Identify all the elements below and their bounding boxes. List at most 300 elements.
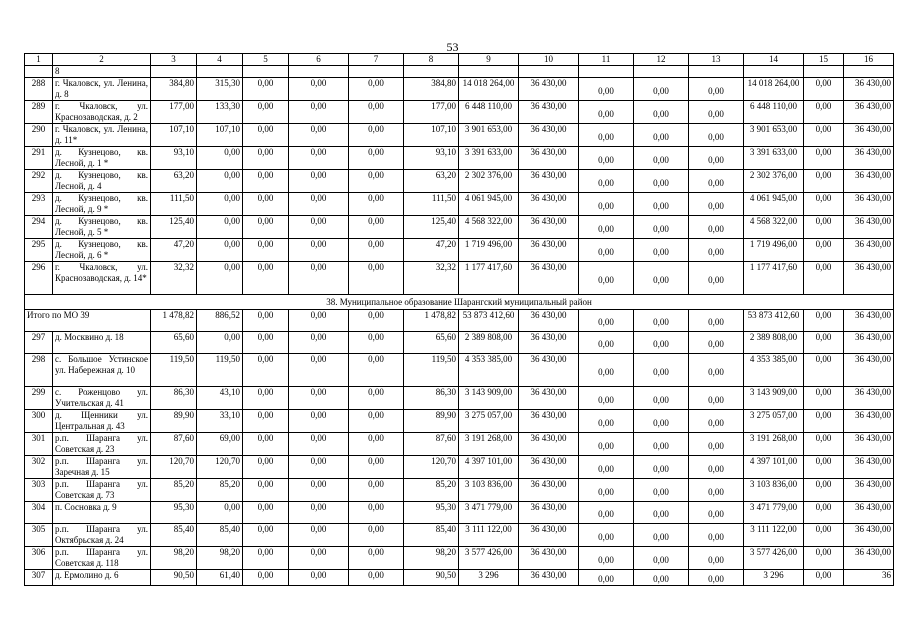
table-cell	[744, 66, 804, 78]
row-number: 292	[25, 170, 53, 193]
column-header: 1	[25, 54, 53, 66]
value-cell: 0,00	[289, 502, 349, 524]
value-cell: 53 873 412,60	[459, 310, 519, 332]
address-cell: р.п. Шаранга ул. Заречная д. 15	[53, 456, 151, 479]
value-cell: 36 430,00	[844, 433, 894, 456]
value-cell: 0,00	[579, 147, 634, 170]
value-cell: 0,00	[349, 502, 404, 524]
value-cell: 0,00	[689, 410, 744, 433]
value-cell: 0,00	[197, 216, 243, 239]
row-number: 298	[25, 354, 53, 387]
value-cell: 384,80	[404, 78, 459, 101]
value-cell: 0,00	[349, 332, 404, 354]
value-cell: 36 430,00	[519, 124, 579, 147]
value-cell: 36 430,00	[519, 433, 579, 456]
value-cell: 0,00	[804, 124, 844, 147]
value-cell: 0,00	[579, 524, 634, 547]
value-cell: 47,20	[151, 239, 197, 262]
value-cell: 36 430,00	[519, 170, 579, 193]
value-cell: 4 397 101,00	[459, 456, 519, 479]
value-cell: 3 901 653,00	[459, 124, 519, 147]
table-cell	[349, 66, 404, 78]
value-cell: 0,00	[289, 170, 349, 193]
value-cell: 0,00	[689, 547, 744, 570]
value-cell: 0,00	[243, 410, 289, 433]
value-cell: 36 430,00	[519, 410, 579, 433]
value-cell: 36 430,00	[844, 124, 894, 147]
value-cell: 0,00	[349, 239, 404, 262]
table-row	[25, 479, 894, 502]
table-cell	[404, 66, 459, 78]
value-cell: 120,70	[151, 456, 197, 479]
value-cell: 384,80	[151, 78, 197, 101]
value-cell: 0,00	[289, 479, 349, 502]
value-cell: 0,00	[243, 147, 289, 170]
address-cell: д. Кузнецово, кв. Лесной, д. 9 *	[53, 193, 151, 216]
value-cell: 0,00	[579, 78, 634, 101]
address-cell: д. Кузнецово, кв. Лесной, д. 5 *	[53, 216, 151, 239]
value-cell: 0,00	[349, 433, 404, 456]
value-cell: 0,00	[197, 502, 243, 524]
value-cell: 0,00	[689, 433, 744, 456]
address-cell: г. Чкаловск, ул. Ленина, д. 11*	[53, 124, 151, 147]
value-cell: 4 061 945,00	[744, 193, 804, 216]
value-cell: 36 430,00	[844, 262, 894, 295]
value-cell: 0,00	[689, 216, 744, 239]
value-cell: 0,00	[243, 216, 289, 239]
value-cell: 0,00	[634, 524, 689, 547]
table-row	[25, 433, 894, 456]
value-cell: 0,00	[579, 433, 634, 456]
value-cell: 3 296	[459, 570, 519, 586]
value-cell: 0,00	[634, 387, 689, 410]
value-cell: 0,00	[243, 502, 289, 524]
row-number: 293	[25, 193, 53, 216]
value-cell: 36 430,00	[844, 410, 894, 433]
value-cell: 0,00	[634, 124, 689, 147]
value-cell: 87,60	[151, 433, 197, 456]
table-row	[25, 387, 894, 410]
table-row	[25, 354, 894, 387]
address-cell: д. Кузнецово, кв. Лесной, д. 1 *	[53, 147, 151, 170]
value-cell: 36 430,00	[844, 78, 894, 101]
table-cell	[634, 66, 689, 78]
value-cell: 0,00	[197, 193, 243, 216]
value-cell: 0,00	[243, 479, 289, 502]
value-cell: 0,00	[579, 456, 634, 479]
table-cell	[804, 66, 844, 78]
value-cell: 0,00	[689, 456, 744, 479]
value-cell: 0,00	[289, 524, 349, 547]
value-cell: 4 353 385,00	[459, 354, 519, 387]
value-cell: 86,30	[404, 387, 459, 410]
table-row	[25, 124, 894, 147]
value-cell: 886,52	[197, 310, 243, 332]
value-cell: 89,90	[151, 410, 197, 433]
value-cell: 0,00	[634, 332, 689, 354]
row-number: 301	[25, 433, 53, 456]
value-cell: 125,40	[151, 216, 197, 239]
value-cell: 315,30	[197, 78, 243, 101]
address-cell: г. Чкаловск, ул. Краснозаводская, д. 2	[53, 101, 151, 124]
value-cell: 0,00	[289, 570, 349, 586]
address-cell: д. Щенники ул. Центральная д. 43	[53, 410, 151, 433]
value-cell: 0,00	[634, 170, 689, 193]
value-cell: 0,00	[349, 193, 404, 216]
value-cell: 63,20	[404, 170, 459, 193]
address-cell: с. Роженцово ул. Учительская д. 41	[53, 387, 151, 410]
value-cell: 0,00	[349, 547, 404, 570]
value-cell: 3 191 268,00	[459, 433, 519, 456]
value-cell: 0,00	[634, 239, 689, 262]
value-cell: 0,00	[289, 193, 349, 216]
total-label: Итого по МО 39	[25, 310, 151, 332]
value-cell: 95,30	[151, 502, 197, 524]
value-cell: 3 103 836,00	[744, 479, 804, 502]
value-cell: 133,30	[197, 101, 243, 124]
value-cell: 0,00	[349, 524, 404, 547]
value-cell: 119,50	[151, 354, 197, 387]
table-row	[25, 524, 894, 547]
value-cell: 0,00	[349, 310, 404, 332]
value-cell: 36 430,00	[844, 147, 894, 170]
value-cell: 0,00	[579, 124, 634, 147]
value-cell: 85,40	[151, 524, 197, 547]
value-cell: 36 430,00	[844, 170, 894, 193]
value-cell: 0,00	[634, 456, 689, 479]
value-cell: 0,00	[289, 354, 349, 387]
value-cell: 0,00	[289, 216, 349, 239]
row-number: 295	[25, 239, 53, 262]
address-cell: д. Москвино д. 18	[53, 332, 151, 354]
value-cell: 3 901 653,00	[744, 124, 804, 147]
value-cell: 4 568 322,00	[744, 216, 804, 239]
value-cell: 0,00	[634, 502, 689, 524]
value-cell: 0,00	[634, 101, 689, 124]
value-cell: 0,00	[243, 124, 289, 147]
address-cell: г. Чкаловск, ул. Краснозаводская, д. 14*	[53, 262, 151, 295]
value-cell: 111,50	[404, 193, 459, 216]
value-cell: 0,00	[579, 101, 634, 124]
address-cell: п. Сосновка д. 9	[53, 502, 151, 524]
value-cell: 3 471 779,00	[459, 502, 519, 524]
value-cell: 0,00	[804, 216, 844, 239]
value-cell: 3 111 122,00	[459, 524, 519, 547]
value-cell: 47,20	[404, 239, 459, 262]
value-cell: 0,00	[579, 354, 634, 387]
value-cell: 36 430,00	[519, 310, 579, 332]
value-cell: 0,00	[579, 410, 634, 433]
value-cell: 0,00	[689, 239, 744, 262]
value-cell: 0,00	[804, 262, 844, 295]
value-cell: 3 143 909,00	[744, 387, 804, 410]
value-cell: 0,00	[289, 147, 349, 170]
value-cell: 98,20	[197, 547, 243, 570]
column-header: 5	[243, 54, 289, 66]
value-cell: 0,00	[349, 354, 404, 387]
value-cell: 120,70	[404, 456, 459, 479]
table-row	[25, 547, 894, 570]
value-cell: 63,20	[151, 170, 197, 193]
value-cell: 0,00	[243, 524, 289, 547]
address-cell: р.п. Шаранга ул. Октябрьская д. 24	[53, 524, 151, 547]
value-cell: 119,50	[197, 354, 243, 387]
column-header: 6	[289, 54, 349, 66]
row-number: 302	[25, 456, 53, 479]
value-cell: 2 302 376,00	[459, 170, 519, 193]
value-cell: 0,00	[243, 354, 289, 387]
value-cell: 3 103 836,00	[459, 479, 519, 502]
value-cell: 0,00	[349, 101, 404, 124]
value-cell: 0,00	[243, 262, 289, 295]
value-cell: 0,00	[689, 170, 744, 193]
value-cell: 85,40	[404, 524, 459, 547]
value-cell: 36 430,00	[844, 479, 894, 502]
value-cell: 36 430,00	[519, 524, 579, 547]
value-cell: 69,00	[197, 433, 243, 456]
value-cell: 0,00	[349, 410, 404, 433]
value-cell: 0,00	[579, 170, 634, 193]
value-cell: 93,10	[151, 147, 197, 170]
value-cell: 0,00	[349, 78, 404, 101]
value-cell: 0,00	[634, 410, 689, 433]
column-header: 16	[844, 54, 894, 66]
value-cell: 32,32	[404, 262, 459, 295]
value-cell: 87,60	[404, 433, 459, 456]
address-cell: р.п. Шаранга ул. Советская д. 118	[53, 547, 151, 570]
value-cell: 93,10	[404, 147, 459, 170]
value-cell: 0,00	[579, 502, 634, 524]
value-cell: 65,60	[404, 332, 459, 354]
value-cell: 0,00	[804, 101, 844, 124]
value-cell: 36 430,00	[519, 216, 579, 239]
table-cell	[459, 66, 519, 78]
value-cell: 0,00	[579, 387, 634, 410]
value-cell: 0,00	[349, 170, 404, 193]
table-row	[25, 170, 894, 193]
value-cell: 125,40	[404, 216, 459, 239]
value-cell: 0,00	[349, 262, 404, 295]
value-cell: 0,00	[579, 216, 634, 239]
value-cell: 0,00	[349, 216, 404, 239]
value-cell: 0,00	[804, 479, 844, 502]
value-cell: 36 430,00	[519, 547, 579, 570]
value-cell: 36 430,00	[844, 547, 894, 570]
value-cell: 36	[844, 570, 894, 586]
value-cell: 0,00	[634, 433, 689, 456]
row-number: 294	[25, 216, 53, 239]
value-cell: 1 177 417,60	[744, 262, 804, 295]
table-cell	[25, 66, 53, 78]
value-cell: 36 430,00	[844, 101, 894, 124]
value-cell: 85,20	[197, 479, 243, 502]
value-cell: 3 275 057,00	[459, 410, 519, 433]
value-cell: 36 430,00	[844, 216, 894, 239]
value-cell: 0,00	[689, 354, 744, 387]
column-header: 9	[459, 54, 519, 66]
value-cell: 0,00	[579, 570, 634, 586]
table-row	[25, 66, 894, 78]
table-row	[25, 147, 894, 170]
column-header: 7	[349, 54, 404, 66]
value-cell: 14 018 264,00	[744, 78, 804, 101]
column-header: 4	[197, 54, 243, 66]
value-cell: 1 177 417,60	[459, 262, 519, 295]
total-row	[25, 310, 894, 332]
page-number: 53	[446, 40, 459, 54]
value-cell: 4 353 385,00	[744, 354, 804, 387]
column-header: 3	[151, 54, 197, 66]
row-number: 297	[25, 332, 53, 354]
value-cell: 36 430,00	[519, 502, 579, 524]
value-cell: 90,50	[404, 570, 459, 586]
value-cell: 0,00	[349, 387, 404, 410]
value-cell: 120,70	[197, 456, 243, 479]
row-number: 296	[25, 262, 53, 295]
value-cell: 0,00	[804, 387, 844, 410]
value-cell: 0,00	[579, 332, 634, 354]
value-cell: 0,00	[579, 547, 634, 570]
value-cell: 0,00	[689, 124, 744, 147]
table-row	[25, 570, 894, 586]
row-number: 290	[25, 124, 53, 147]
value-cell: 61,40	[197, 570, 243, 586]
value-cell: 0,00	[289, 433, 349, 456]
value-cell: 1 478,82	[404, 310, 459, 332]
column-header: 13	[689, 54, 744, 66]
column-header: 12	[634, 54, 689, 66]
value-cell: 3 296	[744, 570, 804, 586]
value-cell: 111,50	[151, 193, 197, 216]
value-cell: 4 061 945,00	[459, 193, 519, 216]
value-cell: 0,00	[804, 332, 844, 354]
value-cell: 0,00	[243, 570, 289, 586]
value-cell: 0,00	[243, 239, 289, 262]
table-cell	[519, 66, 579, 78]
table-row	[25, 502, 894, 524]
value-cell: 0,00	[634, 262, 689, 295]
value-cell: 36 430,00	[844, 239, 894, 262]
column-header: 8	[404, 54, 459, 66]
value-cell: 0,00	[243, 456, 289, 479]
value-cell: 1 719 496,00	[744, 239, 804, 262]
value-cell: 0,00	[634, 547, 689, 570]
address-cell: р.п. Шаранга ул. Советская д. 73	[53, 479, 151, 502]
value-cell: 1 719 496,00	[459, 239, 519, 262]
value-cell: 0,00	[804, 547, 844, 570]
value-cell: 0,00	[804, 354, 844, 387]
value-cell: 0,00	[197, 262, 243, 295]
value-cell: 0,00	[804, 78, 844, 101]
value-cell: 0,00	[804, 147, 844, 170]
value-cell: 0,00	[289, 310, 349, 332]
value-cell: 177,00	[151, 101, 197, 124]
value-cell: 6 448 110,00	[459, 101, 519, 124]
row-number: 305	[25, 524, 53, 547]
value-cell: 0,00	[804, 524, 844, 547]
value-cell: 0,00	[197, 332, 243, 354]
value-cell: 0,00	[804, 193, 844, 216]
section-header-row	[25, 295, 894, 310]
section-title: 38. Муниципальное образование Шарангский муниципальный район	[25, 295, 894, 310]
value-cell: 0,00	[689, 101, 744, 124]
value-cell: 85,20	[404, 479, 459, 502]
value-cell: 107,10	[197, 124, 243, 147]
value-cell: 0,00	[243, 433, 289, 456]
value-cell: 6 448 110,00	[744, 101, 804, 124]
value-cell: 0,00	[579, 262, 634, 295]
value-cell: 0,00	[243, 310, 289, 332]
value-cell: 89,90	[404, 410, 459, 433]
value-cell: 0,00	[689, 570, 744, 586]
column-header: 2	[53, 54, 151, 66]
value-cell: 36 430,00	[519, 570, 579, 586]
table-row	[25, 216, 894, 239]
value-cell: 0,00	[579, 239, 634, 262]
value-cell: 3 111 122,00	[744, 524, 804, 547]
value-cell: 0,00	[689, 262, 744, 295]
table-row	[25, 239, 894, 262]
value-cell: 0,00	[634, 193, 689, 216]
value-cell: 43,10	[197, 387, 243, 410]
value-cell: 0,00	[289, 410, 349, 433]
address-cell: д. Кузнецово, кв. Лесной, д. 4	[53, 170, 151, 193]
value-cell: 0,00	[689, 193, 744, 216]
value-cell: 0,00	[689, 479, 744, 502]
value-cell: 0,00	[289, 547, 349, 570]
row-number: 303	[25, 479, 53, 502]
table-row	[25, 78, 894, 101]
address-cell: р.п. Шаранга ул. Советская д. 23	[53, 433, 151, 456]
value-cell: 14 018 264,00	[459, 78, 519, 101]
value-cell: 0,00	[804, 310, 844, 332]
table-cell	[289, 66, 349, 78]
value-cell: 33,10	[197, 410, 243, 433]
value-cell: 0,00	[634, 78, 689, 101]
row-number: 288	[25, 78, 53, 101]
value-cell: 0,00	[289, 78, 349, 101]
value-cell: 0,00	[634, 570, 689, 586]
value-cell: 2 389 808,00	[459, 332, 519, 354]
value-cell: 36 430,00	[519, 101, 579, 124]
value-cell: 98,20	[151, 547, 197, 570]
value-cell: 0,00	[349, 124, 404, 147]
row-number: 289	[25, 101, 53, 124]
value-cell: 86,30	[151, 387, 197, 410]
address-cell: д. Ермолино д. 6	[53, 570, 151, 586]
value-cell: 32,32	[151, 262, 197, 295]
row-number: 306	[25, 547, 53, 570]
value-cell: 3 577 426,00	[744, 547, 804, 570]
value-cell: 0,00	[689, 332, 744, 354]
table-row	[25, 262, 894, 295]
value-cell: 0,00	[804, 170, 844, 193]
value-cell: 36 430,00	[844, 524, 894, 547]
value-cell: 0,00	[243, 332, 289, 354]
value-cell: 0,00	[243, 101, 289, 124]
value-cell: 36 430,00	[844, 354, 894, 387]
value-cell: 85,20	[151, 479, 197, 502]
value-cell: 0,00	[579, 479, 634, 502]
value-cell: 36 430,00	[844, 456, 894, 479]
value-cell: 0,00	[689, 310, 744, 332]
value-cell: 0,00	[349, 570, 404, 586]
value-cell: 36 430,00	[844, 310, 894, 332]
value-cell: 0,00	[634, 216, 689, 239]
value-cell: 95,30	[404, 502, 459, 524]
value-cell: 0,00	[243, 78, 289, 101]
value-cell: 0,00	[804, 502, 844, 524]
